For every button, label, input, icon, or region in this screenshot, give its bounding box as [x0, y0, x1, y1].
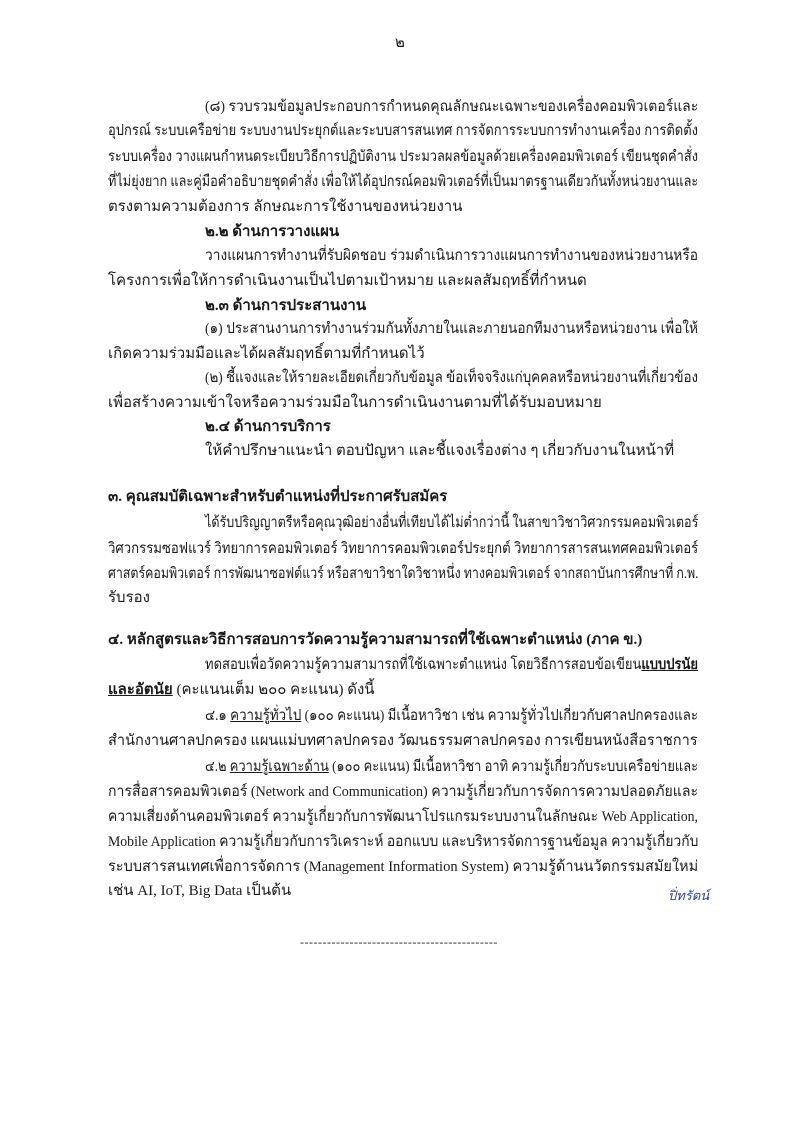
paragraph-line: [108, 147, 698, 167]
underlined-text: และอัตนัย: [108, 682, 173, 698]
text-segment: เพื่อสร้างความเข้าใจหรือความร่วมมือในการดำเนินงานตามที่ได้รับมอบหมาย: [108, 395, 602, 411]
text-segment: ๒.๓ ด้านการประสานงาน: [205, 298, 367, 314]
paragraph-line: [108, 271, 698, 291]
paragraph-line: [108, 857, 698, 877]
subsection-heading: [205, 222, 698, 242]
paragraph-line: [108, 393, 698, 413]
text-segment: วิศวกรรมซอฟแวร์ วิทยาการคอมพิวเตอร์ วิทยาการคอมพิวเตอร์ประยุกต์ วิทยาการสารสนเทศคอมพิวเตอร์: [108, 541, 699, 557]
paragraph-line: [108, 807, 698, 827]
text-segment: (๑๐๐ คะแนน) มีเนื้อหาวิชา อาทิ ความรู้เกี่ยวกับระบบเครือข่ายและ: [328, 759, 699, 775]
text-segment: รับรอง: [108, 590, 150, 606]
text-segment: ๒.๒ ด้านการวางแผน: [205, 224, 340, 240]
text-segment: เกิดความร่วมมือและได้ผลสัมฤทธิ์ตามที่กำหนดไว้: [108, 346, 425, 362]
paragraph-line: [205, 757, 698, 777]
text-segment: อุปกรณ์ ระบบเครือข่าย ระบบงานประยุกต์และระบบสารสนเทศ การจัดการระบบการทำงานเครื่อง การติดตั้ง: [108, 123, 698, 139]
paragraph-line: [205, 246, 698, 266]
text-segment: วางแผนการทำงานที่รับผิดชอบ ร่วมดำเนินการวางแผนการทำงานของหน่วยงานหรือ: [205, 248, 698, 264]
section-heading: [108, 487, 698, 507]
text-segment: ความเสี่ยงด้านคอมพิวเตอร์ ความรู้เกี่ยวกับการพัฒนาโปรแกรมระบบงานในลักษณะ Web Application,: [108, 809, 698, 825]
paragraph-line: [205, 513, 698, 533]
text-segment: ๒.๔ ด้านการบริการ: [205, 419, 331, 435]
text-segment: (คะแนนเต็ม ๒๐๐ คะแนน) ดังนี้: [172, 682, 375, 698]
text-segment: Mobile Application ความรู้เกี่ยวกับการวิเคราะห์ ออกแบบ และบริหารจัดการฐานข้อมูล ความรู้เกี่ยวกับ: [108, 834, 699, 850]
paragraph-line: [108, 731, 698, 751]
paragraph-line: [205, 319, 698, 339]
paragraph-line: [108, 782, 698, 802]
paragraph-line: [108, 680, 698, 700]
subsection-heading: [205, 296, 698, 316]
paragraph-line: [108, 344, 698, 364]
text-segment: เช่น AI, IoT, Big Data เป็นต้น: [108, 883, 292, 899]
paragraph-line: [108, 881, 698, 901]
text-segment: สำนักงานศาลปกครอง แผนแม่บทศาลปกครอง วัฒนธรรมศาลปกครอง การเขียนหนังสือราชการ: [108, 733, 698, 749]
underlined-text: ความรู้ทั่วไป: [230, 708, 302, 724]
paragraph-line: [205, 368, 698, 388]
subsection-heading: [205, 417, 698, 437]
text-segment: ระบบสารสนเทศเพื่อการจัดการ (Management Information System) ความรู้ด้านนวัตกรรมสมัยใหม่: [108, 859, 699, 875]
text-segment: การสื่อสารคอมพิวเตอร์ (Network and Communication) ความรู้เกี่ยวกับการจัดการความปลอดภัยและ: [108, 784, 698, 800]
page-number: ๒: [395, 35, 405, 51]
text-segment: ทดสอบเพื่อวัดความรู้ความสามารถที่ใช้เฉพาะตำแหน่ง โดยวิธีการสอบข้อเขียน: [205, 657, 642, 673]
text-segment: (๒) ชี้แจงและให้รายละเอียดเกี่ยวกับข้อมูล ข้อเท็จจริงแก่บุคคลหรือหน่วยงานที่เกี่ยวข้อง: [205, 370, 698, 386]
text-segment: ตรงตามความต้องการ ลักษณะการใช้งานของหน่วยงาน: [108, 199, 463, 215]
paragraph-line: [205, 441, 698, 461]
text-segment: (๘) รวบรวมข้อมูลประกอบการกำหนดคุณลักษณะเฉพาะของเครื่องคอมพิวเตอร์และ: [205, 99, 699, 115]
text-segment: (๑๐๐ คะแนน) มีเนื้อหาวิชา เช่น ความรู้ทั่วไปเกี่ยวกับศาลปกครองและ: [301, 708, 698, 724]
paragraph-line: [108, 564, 698, 584]
paragraph-line: [108, 121, 698, 141]
text-segment: (๑) ประสานงานการทำงานร่วมกันทั้งภายในและภายนอกทีมงานหรือหน่วยงาน เพื่อให้: [205, 321, 698, 337]
paragraph-line: [108, 539, 698, 559]
text-segment: โครงการเพื่อให้การดำเนินงานเป็นไปตามเป้าหมาย และผลสัมฤทธิ์ที่กำหนด: [108, 273, 587, 289]
paragraph-line: [108, 197, 698, 217]
handwritten-initials: ปิ่ทรัตน์: [668, 889, 710, 904]
paragraph-line: [108, 832, 698, 852]
paragraph-line: [108, 172, 698, 192]
text-segment: ศาสตร์คอมพิวเตอร์ การพัฒนาซอฟต์แวร์ หรือสาขาวิชาใดวิชาหนึ่ง ทางคอมพิวเตอร์ จากสถาบันการศึกษาที่ ก.พ.: [108, 566, 699, 582]
text-segment: ๔.๑: [205, 708, 231, 724]
underlined-text: แบบปรนัย: [641, 657, 698, 673]
paragraph-line: [108, 588, 698, 608]
paragraph-line: [205, 97, 698, 117]
paragraph-line: [205, 706, 698, 726]
text-segment: ได้รับปริญญาตรีหรือคุณวุฒิอย่างอื่นที่เทียบได้ไม่ต่ำกว่านี้ ในสาขาวิชาวิศวกรรมคอมพิวเตอร์: [205, 515, 699, 531]
text-segment: ให้คำปรึกษาแนะนำ ตอบปัญหา และชี้แจงเรื่องต่าง ๆ เกี่ยวกับงานในหน้าที่: [205, 443, 675, 459]
underlined-text: ความรู้เฉพาะด้าน: [229, 759, 329, 775]
text-segment: ๔. หลักสูตรและวิธีการสอบการวัดความรู้ความสามารถที่ใช้เฉพาะตำแหน่ง (ภาค ข.): [108, 632, 643, 648]
text-segment: ระบบเครื่อง วางแผนกำหนดระเบียบวิธีการปฏิบัติงาน ประมวลผลข้อมูลด้วยเครื่องคอมพิวเตอร์ เขียนชุดคำสั่ง: [108, 149, 698, 165]
text-segment: ที่ไม่ยุ่งยาก และคู่มือคำอธิบายชุดคำสั่ง เพื่อให้ได้อุปกรณ์คอมพิวเตอร์ที่เป็นมาตรฐานเดียวกันทั้งหน่วยงานและ: [108, 174, 699, 190]
text-segment: ๔.๒: [205, 759, 230, 775]
text-segment: ๓. คุณสมบัติเฉพาะสำหรับตำแหน่งที่ประกาศรับสมัคร: [108, 489, 448, 505]
end-divider: --------------------------------------------: [300, 935, 498, 949]
paragraph-line: [205, 655, 698, 675]
section-heading: [108, 630, 698, 650]
